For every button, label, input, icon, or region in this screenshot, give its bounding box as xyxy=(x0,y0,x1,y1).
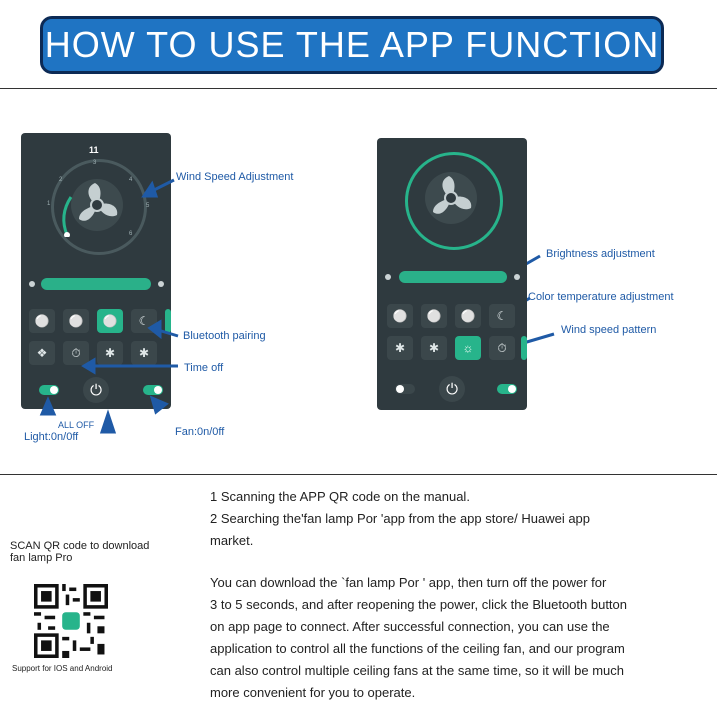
fan-reverse-button[interactable]: ✱ xyxy=(421,336,447,360)
label-bluetooth: Bluetooth pairing xyxy=(183,330,266,342)
dial-tick: 1 xyxy=(47,201,51,207)
page-title: HOW TO USE THE APP FUNCTION xyxy=(44,24,660,65)
timer-button[interactable]: ⏱ xyxy=(63,341,89,365)
instruction-paragraph-line3: on app page to connect. After successful connection, you can use the xyxy=(210,619,610,634)
dial-tick: 4 xyxy=(129,177,133,183)
dial-tick: 3 xyxy=(93,160,97,166)
light-toggle[interactable] xyxy=(395,384,415,394)
dial-tick: 5 xyxy=(146,203,150,209)
night-mode-button[interactable]: ☾ xyxy=(489,304,515,328)
instruction-paragraph-line2: 3 to 5 seconds, and after reopening the power, click the Bluetooth button xyxy=(210,597,628,612)
instruction-step1: 1 Scanning the APP QR code on the manual. xyxy=(210,489,470,504)
label-wind-speed: Wind Speed Adjustment xyxy=(176,171,294,183)
label-brightness: Brightness adjustment xyxy=(546,248,655,260)
divider-bottom xyxy=(0,474,717,475)
scan-title xyxy=(10,540,149,564)
bulb-warm-button[interactable]: ⚪ xyxy=(29,309,55,333)
label-color-temp: Color temperature adjustment xyxy=(528,291,674,303)
timer-value: 11 xyxy=(89,145,99,155)
dial-tick: 6 xyxy=(129,231,133,237)
label-time-off: Time off xyxy=(184,362,224,374)
label-wind-pattern: Wind speed pattern xyxy=(561,324,657,336)
slider-max-icon xyxy=(514,274,520,280)
fan-icon xyxy=(423,170,479,226)
all-off-power-button[interactable]: ⏻ xyxy=(83,377,109,403)
bulb-cool-button[interactable]: ⚪ xyxy=(97,309,123,333)
label-all-off: ALL OFF xyxy=(58,420,95,430)
dial-tick: 2 xyxy=(59,177,63,183)
brightness-slider[interactable] xyxy=(399,271,507,283)
fan-mode-button[interactable]: ✱ xyxy=(387,336,413,360)
label-light: Light:0n/0ff xyxy=(24,431,79,443)
bulb-neutral-button[interactable]: ⚪ xyxy=(63,309,89,333)
fan-toggle[interactable] xyxy=(497,384,517,394)
night-mode-button[interactable]: ☾ xyxy=(131,309,157,333)
instruction-paragraph-line5: can also control multiple ceiling fans at the same time, so it will be much xyxy=(210,663,625,678)
bulb-neutral-button[interactable]: ⚪ xyxy=(421,304,447,328)
scan-qr-panel xyxy=(4,530,190,686)
timer-button[interactable]: ⏱ xyxy=(489,336,515,360)
scan-title-line1: SCAN QR code to download xyxy=(10,540,150,552)
instruction-step2-line1: 2 Searching the'fan lamp Por 'app from the app store/ Huawei app xyxy=(210,511,591,526)
support-text: Support for IOS and Android xyxy=(12,664,113,673)
wind-pattern-button[interactable]: ☼ xyxy=(455,336,481,360)
bulb-warm-button[interactable]: ⚪ xyxy=(387,304,413,328)
instruction-paragraph-line4: application to control all the functions of the ceiling fan, and our program xyxy=(210,641,625,656)
instruction-paragraph-line6: more convenient for you to operate. xyxy=(210,685,416,700)
right-phone-screen xyxy=(377,138,527,410)
scan-title-line2: fan lamp Pro xyxy=(10,552,73,564)
instruction-step2-line2: market. xyxy=(210,533,254,548)
bluetooth-button[interactable]: ❖ xyxy=(29,341,55,365)
tile-edge xyxy=(521,336,527,360)
qr-code-image[interactable] xyxy=(34,584,108,658)
label-fan: Fan:0n/0ff xyxy=(175,426,225,438)
instruction-paragraph-line1: You can download the `fan lamp Por ' app, then turn off the power for xyxy=(210,575,607,590)
fan-mode-button[interactable]: ✱ xyxy=(97,341,123,365)
slider-min-icon xyxy=(385,274,391,280)
all-off-power-button[interactable]: ⏻ xyxy=(439,376,465,402)
bulb-cool-button[interactable]: ⚪ xyxy=(455,304,481,328)
fan-reverse-button[interactable]: ✱ xyxy=(131,341,157,365)
